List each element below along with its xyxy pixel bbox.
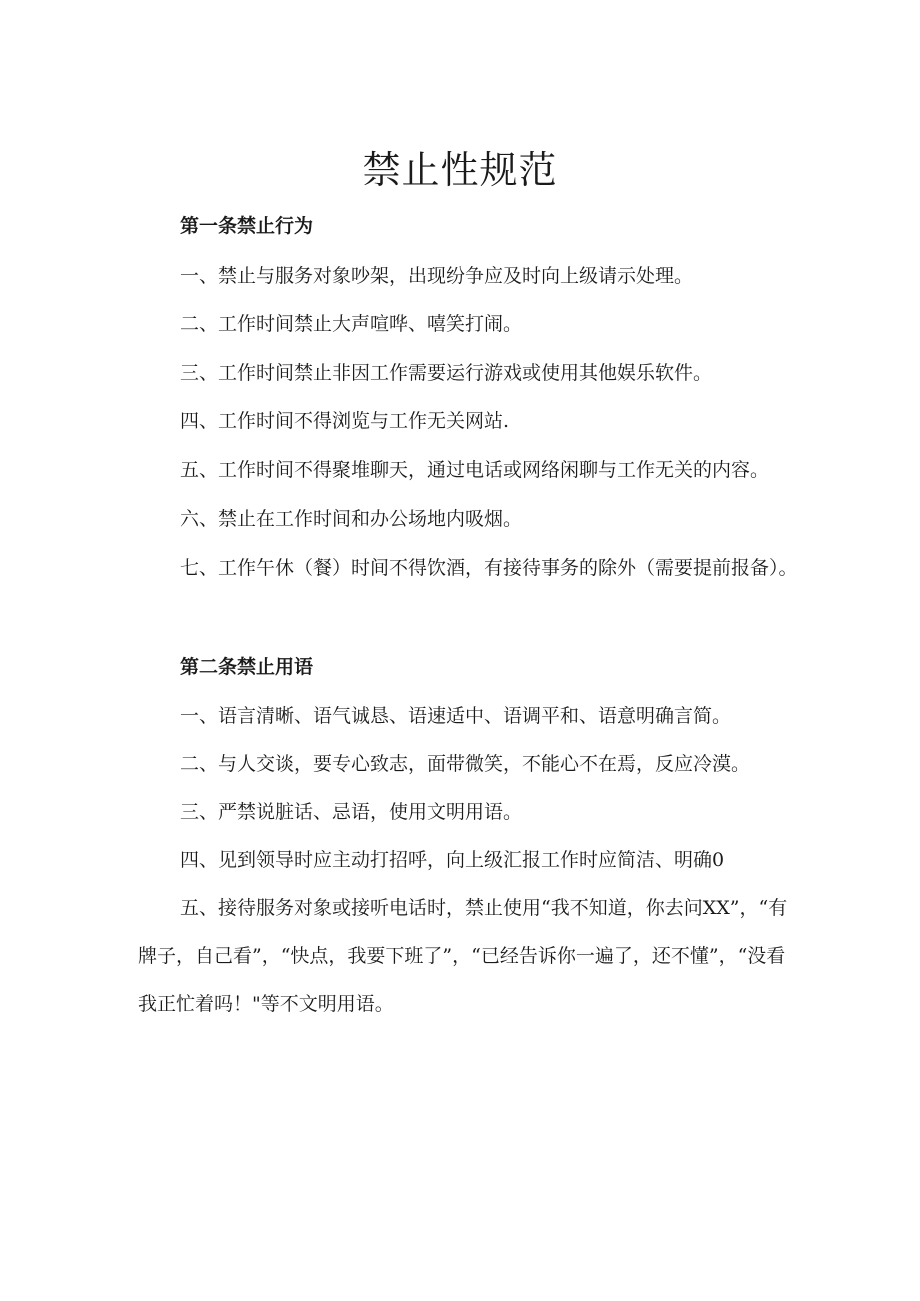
rule-item: 五、接待服务对象或接听电话时，禁止使用“我不知道，你去问XX”，“有牌子，自己看”，“快点，我要下班了”，“已经告诉你一遍了，还不懂”，“没看我正忙着吗！"等不文明用语。 (138, 897, 788, 1015)
rule-item: 三、严禁说脏话、忌语，使用文明用语。 (180, 801, 523, 823)
rule-item: 一、语言清晰、语气诚恳、语速适中、语调平和、语意明确言简。 (180, 705, 732, 727)
section-heading-prohibited-behavior: 第一条禁止行为 (180, 215, 314, 237)
rule-item: 三、工作时间禁止非因工作需要运行游戏或使用其他娱乐软件。 (180, 362, 713, 384)
rule-item: 四、工作时间不得浏览与工作无关网站. (180, 410, 510, 432)
rule-item: 五、工作时间不得聚堆聊天，通过电话或网络闲聊与工作无关的内容。 (180, 459, 770, 481)
document-title: 禁止性规范 (362, 148, 558, 192)
section-heading-prohibited-language: 第二条禁止用语 (180, 656, 314, 678)
rule-item: 七、工作午休（餐）时间不得饮酒，有接待事务的除外（需要提前报备）。 (180, 557, 798, 579)
rule-item: 二、与人交谈，要专心致志，面带微笑，不能心不在焉，反应冷漠。 (180, 753, 751, 775)
rule-item: 一、禁止与服务对象吵架，出现纷争应及时向上级请示处理。 (180, 265, 694, 287)
rule-item: 六、禁止在工作时间和办公场地内吸烟。 (180, 508, 523, 530)
rule-item: 二、工作时间禁止大声喧哗、嘻笑打闹。 (180, 313, 523, 335)
rule-item: 四、见到领导时应主动打招呼，向上级汇报工作时应简洁、明确0 (180, 849, 725, 871)
